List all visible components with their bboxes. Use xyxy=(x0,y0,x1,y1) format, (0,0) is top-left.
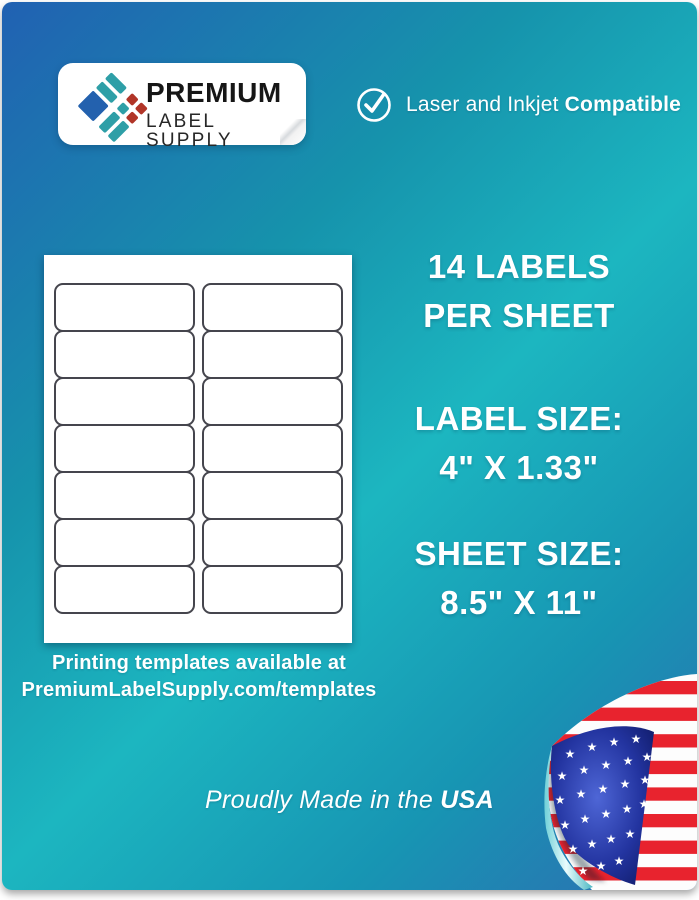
sheet-size xyxy=(392,529,646,627)
sheet-size-value: 8.5" X 11" xyxy=(440,584,598,621)
svg-text:★: ★ xyxy=(578,763,590,777)
svg-text:★: ★ xyxy=(608,735,620,749)
svg-text:★: ★ xyxy=(595,859,607,873)
svg-text:★: ★ xyxy=(597,782,609,796)
svg-text:★: ★ xyxy=(641,750,653,764)
label-row xyxy=(54,565,343,614)
label-size-title: LABEL SIZE: xyxy=(414,400,624,437)
label-cell xyxy=(54,518,195,567)
logo-red-diamond xyxy=(126,111,139,124)
label-cell xyxy=(202,330,343,379)
label-cell xyxy=(202,424,343,473)
brand-name-block xyxy=(146,79,306,150)
brand-name: PREMIUM xyxy=(146,77,282,108)
logo-red-diamond xyxy=(126,93,139,106)
label-cell xyxy=(54,471,195,520)
label-row xyxy=(54,518,343,567)
svg-text:★: ★ xyxy=(639,773,651,787)
svg-text:★: ★ xyxy=(605,832,617,846)
svg-text:★: ★ xyxy=(586,740,598,754)
label-cell xyxy=(202,283,343,332)
sheet-size-title: SHEET SIZE: xyxy=(414,535,624,572)
svg-text:★: ★ xyxy=(600,758,612,772)
label-row xyxy=(54,377,343,426)
label-row xyxy=(54,471,343,520)
svg-text:★: ★ xyxy=(586,837,598,851)
label-cell xyxy=(202,471,343,520)
svg-text:★: ★ xyxy=(564,747,576,761)
footer-text-bold: USA xyxy=(440,786,494,814)
svg-text:★: ★ xyxy=(638,797,650,811)
labels-count-line1: 14 LABELS xyxy=(427,248,611,285)
svg-text:★: ★ xyxy=(622,754,634,768)
product-image-card xyxy=(2,2,697,890)
svg-text:★: ★ xyxy=(559,818,571,832)
label-size xyxy=(392,394,646,492)
templates-note xyxy=(9,650,389,704)
svg-text:★: ★ xyxy=(577,864,589,878)
label-cell xyxy=(202,518,343,567)
templates-note-line1: Printing templates available at xyxy=(51,652,347,674)
footer-text-regular: Proudly Made in the xyxy=(205,786,441,814)
brand-diamond-logo-icon xyxy=(78,70,151,143)
svg-text:★: ★ xyxy=(621,802,633,816)
brand-logo xyxy=(58,63,306,151)
check-circle-icon xyxy=(355,86,393,124)
brand-subname: LABEL SUPPLY xyxy=(146,111,233,151)
label-row xyxy=(54,330,343,379)
svg-text:★: ★ xyxy=(556,769,568,783)
label-cell xyxy=(54,565,195,614)
svg-text:★: ★ xyxy=(554,793,566,807)
label-cell xyxy=(54,424,195,473)
compatibility-text-bold: Compatible xyxy=(564,93,682,116)
label-grid xyxy=(54,283,343,614)
svg-text:★: ★ xyxy=(619,777,631,791)
svg-text:★: ★ xyxy=(579,812,591,826)
label-cell xyxy=(54,377,195,426)
labels-count-line2: PER SHEET xyxy=(423,297,615,334)
logo-teal-small-diamond xyxy=(117,102,130,115)
svg-text:★: ★ xyxy=(630,732,642,746)
compatibility-text-regular: Laser and Inkjet xyxy=(406,93,565,116)
label-cell xyxy=(54,330,195,379)
templates-note-line2: PremiumLabelSupply.com/templates xyxy=(21,679,377,701)
svg-text:★: ★ xyxy=(624,827,636,841)
compatibility-text xyxy=(406,93,681,117)
compatibility-row xyxy=(355,86,681,124)
svg-text:★: ★ xyxy=(613,854,625,868)
label-size-value: 4" X 1.33" xyxy=(439,449,599,486)
label-row xyxy=(54,424,343,473)
label-cell xyxy=(202,565,343,614)
labels-per-sheet xyxy=(392,242,646,340)
svg-text:★: ★ xyxy=(567,842,579,856)
label-cell xyxy=(202,377,343,426)
svg-text:★: ★ xyxy=(600,807,612,821)
us-flag-page-curl-graphic xyxy=(522,668,697,890)
label-sheet-preview xyxy=(44,255,352,643)
label-row xyxy=(54,283,343,332)
svg-text:★: ★ xyxy=(575,787,587,801)
label-cell xyxy=(54,283,195,332)
